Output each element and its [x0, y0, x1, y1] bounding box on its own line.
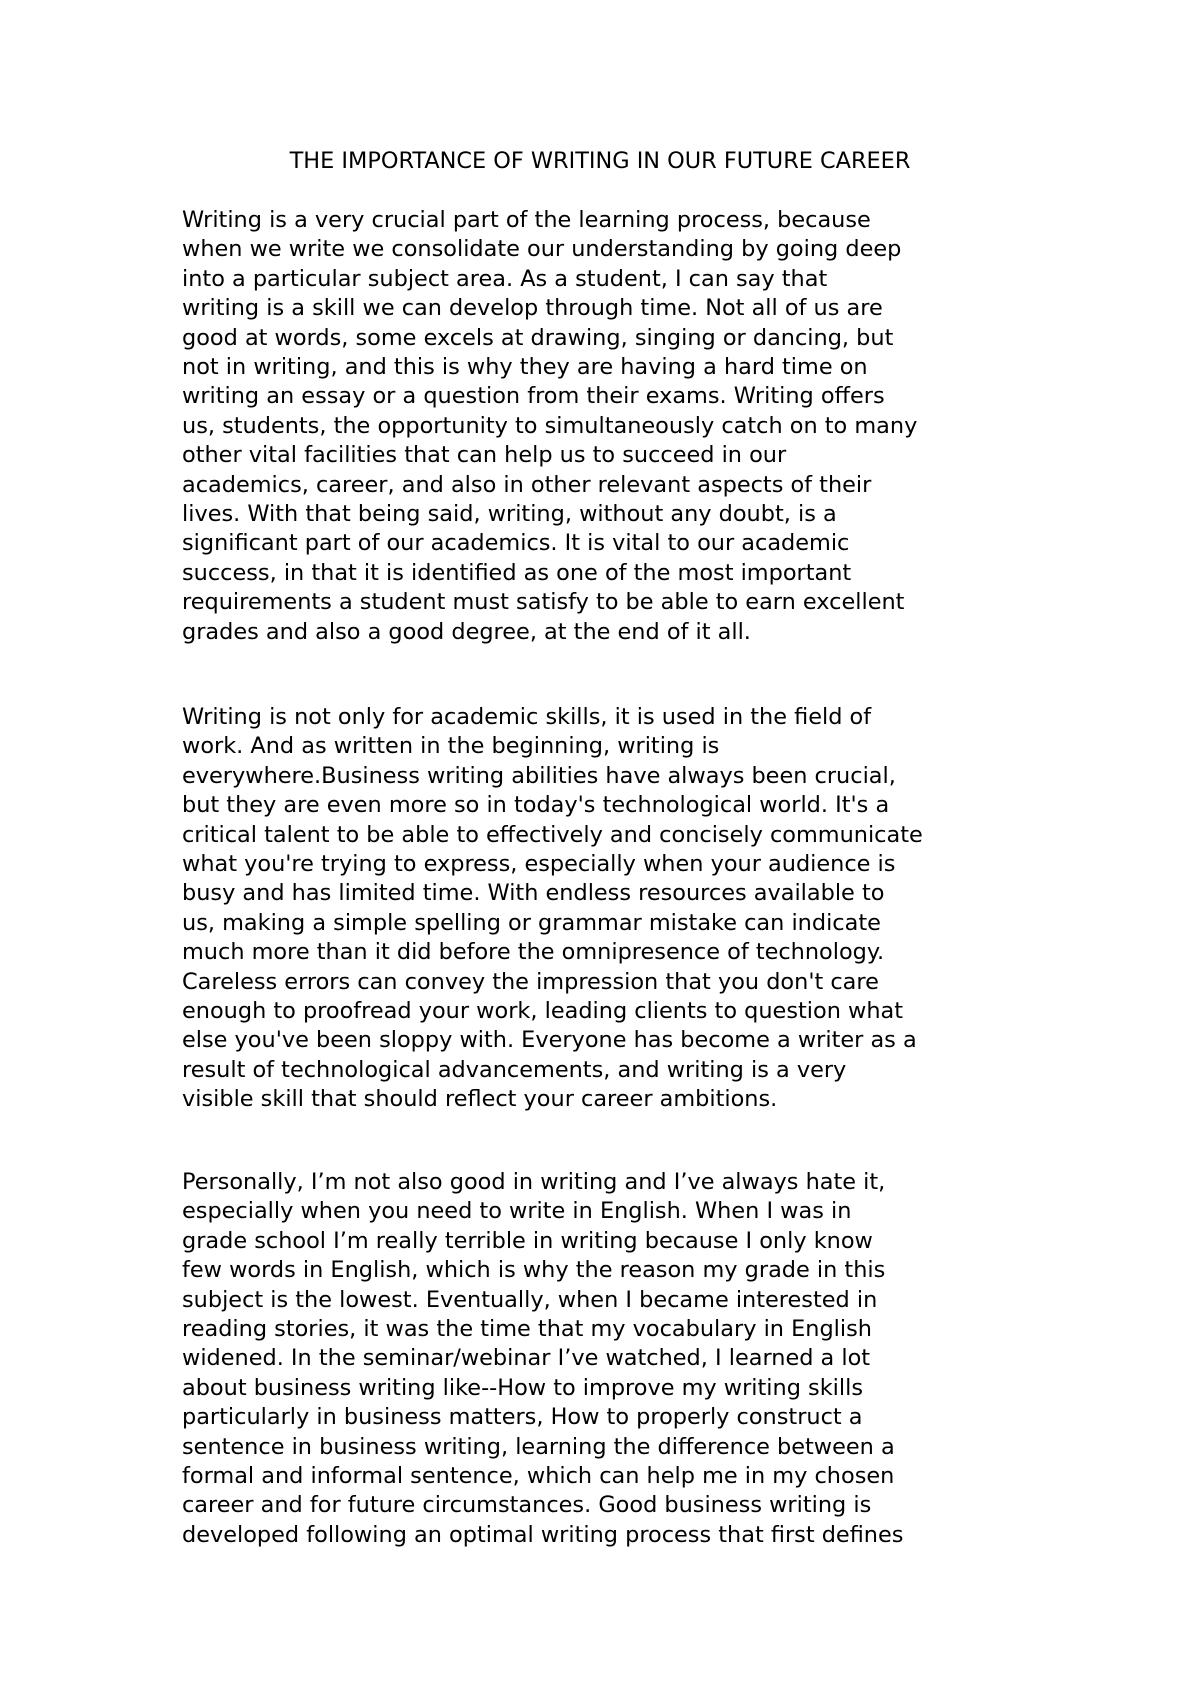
paragraph-line: but they are even more so in today's technological world. It's a — [182, 792, 890, 819]
paragraph-line: grades and also a good degree, at the end of it all. — [182, 618, 751, 645]
paragraph-3 — [182, 1168, 1082, 1550]
paragraph-line: Careless errors can convey the impression that you don't care — [182, 968, 879, 995]
paragraph-line: few words in English, which is why the reason my grade in this — [182, 1257, 886, 1284]
document-title: THE IMPORTANCE OF WRITING IN OUR FUTURE CAREER — [289, 148, 911, 174]
paragraph-line: work. And as written in the beginning, writing is — [182, 733, 720, 760]
paragraph-line: into a particular subject area. As a student, I can say that — [182, 265, 828, 292]
paragraph-line: career and for future circumstances. Good business writing is — [182, 1492, 872, 1519]
paragraph-line: other vital facilities that can help us to succeed in our — [182, 442, 787, 469]
paragraph-line: significant part of our academics. It is vital to our academic — [182, 530, 850, 557]
paragraph-line: grade school I’m really terrible in writing because I only know — [182, 1227, 873, 1254]
paragraph-line: critical talent to be able to effectively and concisely communicate — [182, 821, 923, 848]
paragraph-line: us, students, the opportunity to simultaneously catch on to many — [182, 412, 918, 439]
paragraph-line: formal and informal sentence, which can help me in my chosen — [182, 1463, 895, 1490]
paragraph-line: Writing is not only for academic skills, it is used in the field of — [182, 704, 872, 730]
paragraph-line: subject is the lowest. Eventually, when I became interested in — [182, 1286, 878, 1313]
paragraph-1 — [182, 206, 1082, 647]
paragraph-line: especially when you need to write in English. When I was in — [182, 1198, 852, 1225]
paragraph-line: much more than it did before the omnipresence of technology. — [182, 939, 885, 966]
paragraph-line: Writing is a very crucial part of the learning process, because — [182, 207, 871, 233]
paragraph-line: developed following an optimal writing process that first defines — [182, 1521, 904, 1548]
paragraph-line: about business writing like--How to improve my writing skills — [182, 1374, 863, 1401]
paragraph-line: success, in that it is identified as one of the most important — [182, 559, 852, 586]
paragraph-line: writing is a skill we can develop through time. Not all of us are — [182, 295, 883, 322]
paragraph-line: writing an essay or a question from their exams. Writing offers — [182, 383, 885, 410]
paragraph-line: good at words, some excels at drawing, singing or dancing, but — [182, 324, 894, 351]
paragraph-line: particularly in business matters, How to properly construct a — [182, 1404, 863, 1431]
paragraph-line: enough to proofread your work, leading clients to question what — [182, 998, 904, 1025]
paragraph-line: result of technological advancements, and writing is a very — [182, 1056, 847, 1083]
paragraph-line: lives. With that being said, writing, without any doubt, is a — [182, 501, 837, 528]
paragraph-line: widened. In the seminar/webinar I’ve watched, I learned a lot — [182, 1345, 871, 1372]
paragraph-line: us, making a simple spelling or grammar mistake can indicate — [182, 909, 881, 936]
paragraph-line: reading stories, it was the time that my vocabulary in English — [182, 1316, 872, 1343]
paragraph-line: sentence in business writing, learning the difference between a — [182, 1433, 895, 1460]
paragraph-line: Personally, I’m not also good in writing and I’ve always hate it, — [182, 1169, 886, 1195]
paragraph-line: academics, career, and also in other relevant aspects of their — [182, 471, 872, 498]
paragraph-line: busy and has limited time. With endless resources available to — [182, 880, 885, 907]
paragraph-line: not in writing, and this is why they are having a hard time on — [182, 354, 868, 381]
paragraph-line: what you're trying to express, especially when your audience is — [182, 851, 896, 878]
paragraph-line: when we write we consolidate our understanding by going deep — [182, 236, 902, 263]
paragraph-line: requirements a student must satisfy to be able to earn excellent — [182, 589, 905, 616]
paragraph-line: everywhere.Business writing abilities have always been crucial, — [182, 762, 896, 789]
paragraph-2 — [182, 703, 1082, 1115]
paragraph-line: else you've been sloppy with. Everyone has become a writer as a — [182, 1027, 917, 1054]
paragraph-line: visible skill that should reflect your career ambitions. — [182, 1086, 778, 1113]
